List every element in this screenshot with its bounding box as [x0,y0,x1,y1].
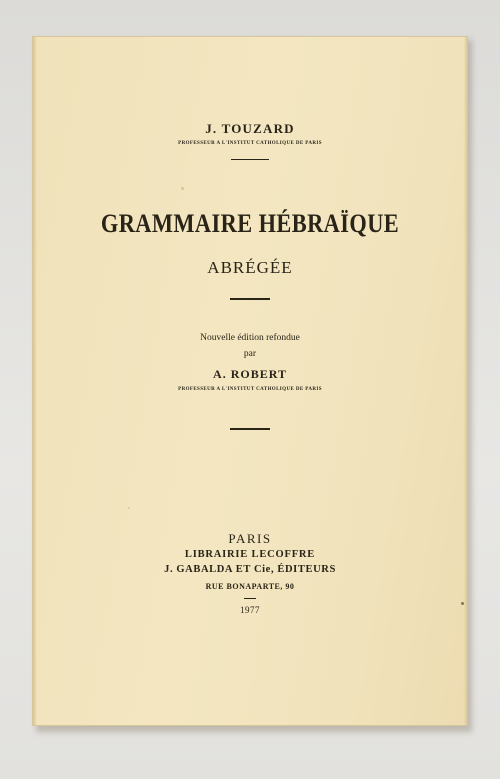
book-cover [32,36,468,726]
book-subtitle: ABRÉGÉE [207,258,293,277]
paper-stain [461,602,464,605]
publication-city: PARIS [228,531,272,546]
paper-stain [181,187,184,190]
by-line: par [243,349,257,359]
publisher-address: RUE BONAPARTE, 90 [205,582,295,591]
edition-note: Nouvelle édition refondue [200,333,300,343]
author-affiliation: PROFESSEUR A L'INSTITUT CATHOLIQUE DE PARIS [178,141,322,146]
divider-rule [230,428,270,430]
divider-rule [244,598,256,599]
divider-rule [231,159,269,160]
reviser-affiliation: PROFESSEUR A L'INSTITUT CATHOLIQUE DE PARIS [178,387,322,392]
book-title: GRAMMAIRE HÉBRAÏQUE [100,209,400,238]
paper-stain [128,507,130,509]
author-name: J. TOUZARD [205,121,295,136]
reviser-name: A. ROBERT [213,367,287,381]
publisher-editors: J. GABALDA ET Cie, ÉDITEURS [164,564,336,575]
publisher-name: LIBRAIRIE LECOFFRE [184,549,316,560]
publication-year: 1977 [240,605,260,615]
divider-rule [230,298,270,300]
